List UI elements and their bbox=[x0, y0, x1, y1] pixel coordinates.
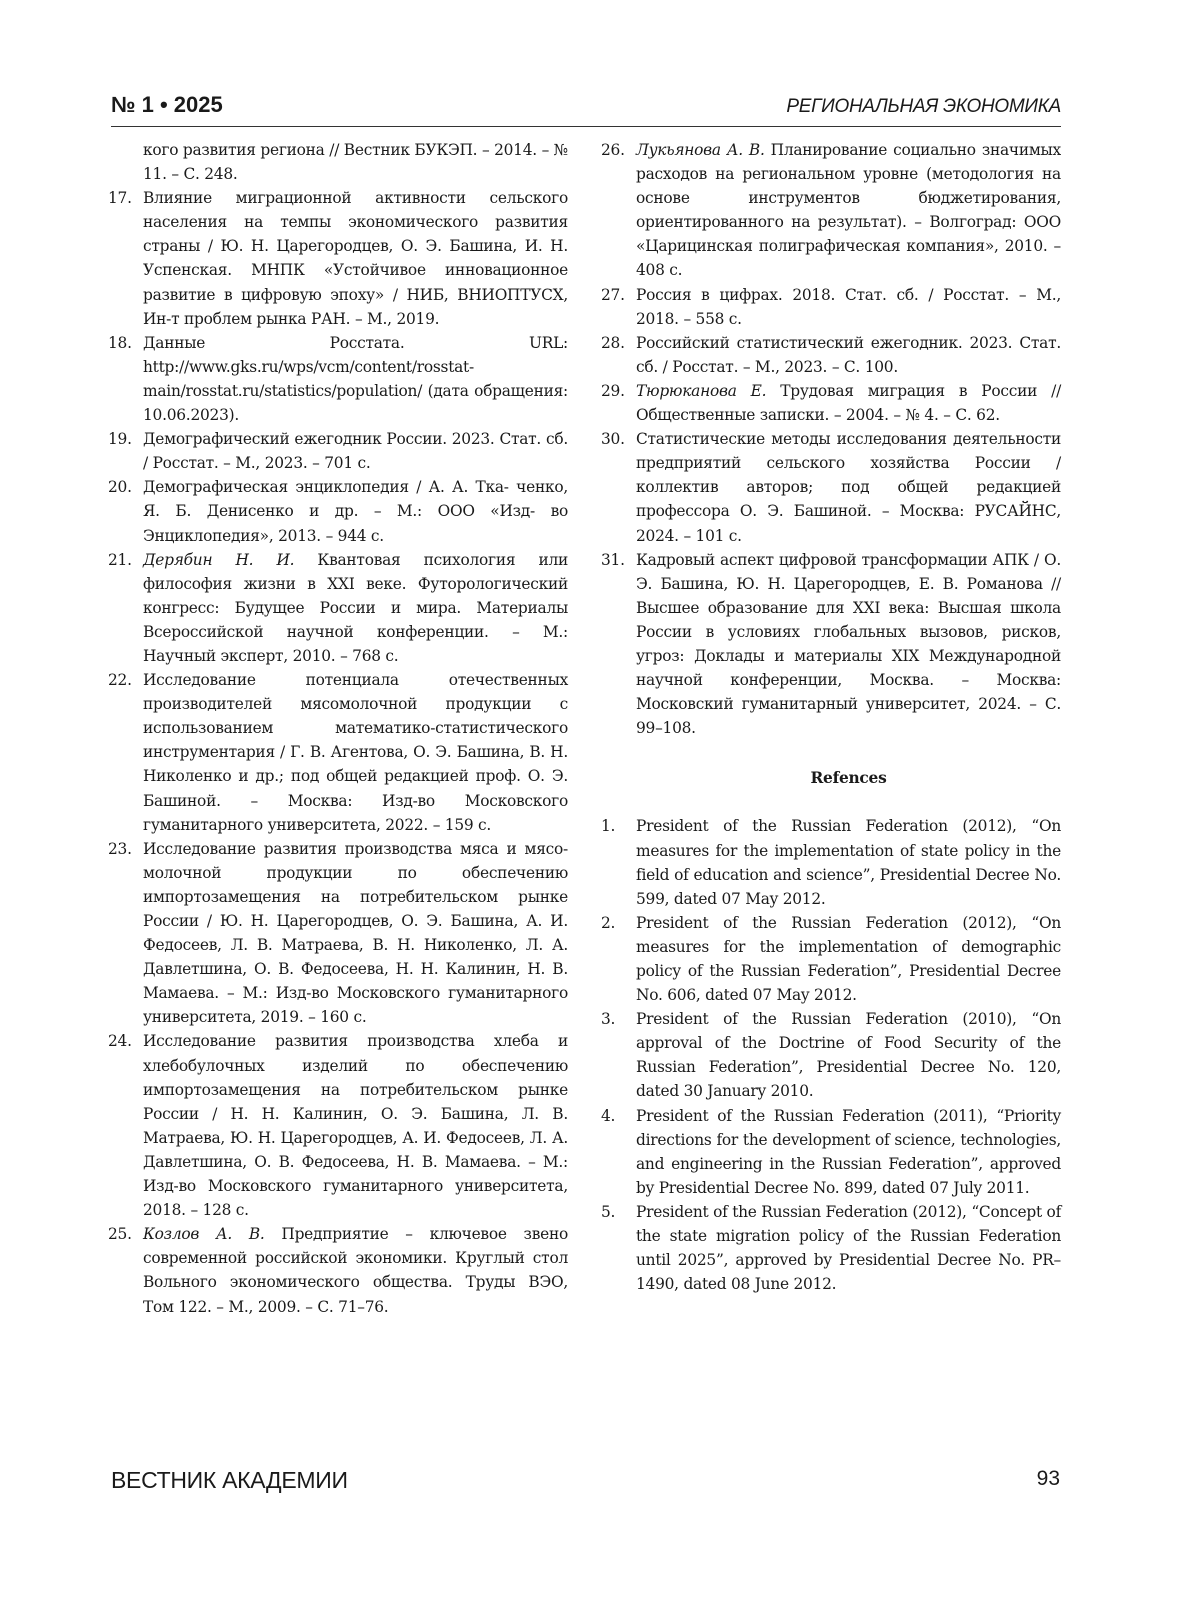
section-title: РЕГИОНАЛЬНАЯ ЭКОНОМИКА bbox=[786, 96, 1061, 117]
reference-item bbox=[601, 814, 1061, 910]
reference-item bbox=[108, 331, 568, 427]
issue-number: № 1 • 2025 bbox=[111, 92, 223, 117]
reference-number: 4. bbox=[601, 1106, 616, 1125]
reference-text: Демографический ежегодник России. 2023. Стат. сб. / Росстат. – М., 2023. – 701 с. bbox=[143, 430, 568, 473]
reference-item bbox=[108, 186, 568, 331]
reference-item bbox=[108, 548, 568, 668]
reference-item bbox=[108, 138, 568, 186]
reference-item bbox=[601, 331, 1061, 379]
reference-text: кого развития региона // Вестник БУКЭП. – 2014. – № 11. – С. 248. bbox=[143, 141, 568, 184]
reference-number: 20. bbox=[108, 478, 132, 497]
right-column bbox=[601, 138, 1061, 1296]
reference-text: Предприятие – ключевое звено современной российской экономики. Круглый стол Вольного экономического общества. Труды ВЭО, Том 122. – М., 2009. – С. 71–76. bbox=[143, 1225, 568, 1316]
reference-item bbox=[108, 1029, 568, 1222]
reference-item bbox=[601, 379, 1061, 427]
reference-text: Трудовая миграция в России // Общественные записки. – 2004. – № 4. – С. 62. bbox=[636, 381, 1062, 425]
reference-item bbox=[601, 1200, 1061, 1296]
reference-number: 21. bbox=[108, 550, 132, 569]
reference-item bbox=[108, 1222, 568, 1318]
reference-number: 29. bbox=[601, 381, 625, 400]
reference-text: President of the Russian Federation (2011), “Priority directions for the development of science, technologies, and engineering in the Russian Federation”, approved by Presidential Decree No. 899, dated 07 July 2011. bbox=[636, 1106, 1061, 1197]
reference-text: President of the Russian Federation (2012), “Concept of the state migration policy of the Russian Federation until 2025”, approved by Presidential Decree No. PR–1490, dated 08 June 2012. bbox=[636, 1202, 1062, 1294]
reference-item bbox=[601, 283, 1061, 331]
running-header bbox=[111, 92, 1061, 122]
reference-author: Тюрюканова Е. bbox=[636, 381, 767, 400]
reference-number: 24. bbox=[108, 1032, 132, 1051]
reference-number: 28. bbox=[601, 333, 625, 352]
reference-number: 5. bbox=[601, 1202, 616, 1221]
reference-text: Планирование социально значимых расходов на региональном уровне (методология на основе инструментов бюджетирования, ориентированного на результат). – Волгоград: ООО «Царицинская полиграфическая компания», 2010. – 408 с. bbox=[636, 141, 1061, 280]
reference-item bbox=[108, 668, 568, 837]
reference-item bbox=[108, 837, 568, 1030]
reference-number: 26. bbox=[601, 141, 625, 159]
reference-text: Квантовая психология или философия жизни в XXI веке. Футорологический конгресс: Будущее России и мира. Материалы Всероссийской научной конференции. – М.: Научный эксперт, 2010. – 768 с. bbox=[143, 550, 568, 665]
reference-text: Исследование развития производства хлеба и хлебобулочных изделий по обеспечению импортозамещения на потребительском рынке России / Н. Н. Калинин, О. Э. Башина, Л. В. Матраева, Ю. Н. Царегородцев, А. И. Федосеев, Л. А. Давлетшина, О. В. Федосеева, Н. В. Мамаева. – М.: Изд-во Московского гуманитарного университета, 2018. – 128 с. bbox=[143, 1032, 568, 1220]
reference-item bbox=[601, 548, 1061, 741]
reference-number: 3. bbox=[601, 1010, 616, 1029]
left-column bbox=[108, 138, 568, 1319]
reference-number: 17. bbox=[108, 189, 132, 208]
journal-name: ВЕСТНИК АКАДЕМИИ bbox=[111, 1467, 348, 1493]
reference-text: President of the Russian Federation (2010), “On approval of the Doctrine of Food Security of the Russian Federation”, Presidential Decree No. 120, dated 30 January 2010. bbox=[636, 1010, 1061, 1101]
reference-text: Россия в цифрах. 2018. Стат. сб. / Росстат. – М., 2018. – 558 с. bbox=[636, 285, 1061, 328]
reference-author: Лукьянова А. В. bbox=[636, 141, 765, 159]
reference-number: 18. bbox=[108, 333, 132, 352]
reference-item bbox=[108, 427, 568, 475]
reference-text: Демографическая энциклопедия / А. А. Тка- ченко, Я. Б. Денисенко и др. – М.: ООО «Изд- во Энциклопедия», 2013. – 944 с. bbox=[143, 478, 568, 545]
reference-text: President of the Russian Federation (2012), “On measures for the implementation of demographic policy of the Russian Federation”, Presidential Decree No. 606, dated 07 May 2012. bbox=[636, 913, 1061, 1005]
reference-text: Российский статистический ежегодник. 2023. Стат. сб. / Росстат. – М., 2023. – С. 100. bbox=[636, 333, 1061, 376]
reference-author: Козлов А. В. bbox=[143, 1225, 265, 1244]
reference-text: President of the Russian Federation (2012), “On measures for the implementation of state policy in the field of education and science”, Presidential Decree No. 599, dated 07 May 2012. bbox=[636, 817, 1061, 908]
reference-author: Дерябин Н. И. bbox=[143, 550, 295, 569]
reference-text: Данные Росстата. URL: http://www.gks.ru/wps/vcm/content/rosstat-main/rosstat.ru/statistics/population/ (дата обращения: 10.06.2023). bbox=[143, 333, 568, 425]
reference-number: 19. bbox=[108, 430, 132, 449]
refences-heading: Refences bbox=[810, 769, 887, 788]
reference-item bbox=[601, 911, 1061, 1007]
header-rule bbox=[111, 126, 1061, 127]
reference-number: 23. bbox=[108, 839, 132, 858]
reference-item bbox=[108, 475, 568, 547]
reference-number: 22. bbox=[108, 671, 132, 690]
reference-text: Кадровый аспект цифровой трансформации АПК / О. Э. Башина, Ю. Н. Царегородцев, Е. В. Романова // Высшее образование для XXI века: Высшая школа России в условиях глобальных вызовов, рисков, угроз: Доклады и материалы XIX Международной научной конференции, Москва. – Москва: Московский гуманитарный университет, 2024. – С. 99–108. bbox=[636, 550, 1061, 738]
reference-item bbox=[601, 1007, 1061, 1103]
reference-text: Исследование развития производства мяса и мясо-молочной продукции по обеспечению импортозамещения на потребительском рынке России / Ю. Н. Царегородцев, О. Э. Башина, А. И. Федосеев, Л. В. Матраева, В. Н. Николенко, Л. А. Давлетшина, О. В. Федосеева, Н. Н. Калинин, Н. В. Мамаева. – М.: Изд-во Московского гуманитарного университета, 2019. – 160 с. bbox=[143, 839, 568, 1027]
reference-item bbox=[601, 138, 1061, 283]
reference-text: Статистические методы исследования деятельности предприятий сельского хозяйства России / коллектив авторов; под общей редакцией профессора О. Э. Башиной. – Москва: РУСАЙНС, 2024. – 101 с. bbox=[636, 430, 1061, 545]
reference-text: Влияние миграционной активности сельского населения на темпы экономического развития страны / Ю. Н. Царегородцев, О. Э. Башина, И. Н. Успенская. МНПК «Устойчивое инновационное развитие в цифровую эпоху» / НИБ, ВНИОПТУСХ, Ин-т проблем рынка РАН. – М., 2019. bbox=[143, 189, 568, 328]
reference-number: 1. bbox=[601, 817, 616, 836]
reference-number: 2. bbox=[601, 913, 616, 932]
reference-number: 30. bbox=[601, 430, 625, 449]
reference-item bbox=[601, 427, 1061, 547]
reference-number: 31. bbox=[601, 550, 625, 569]
page-number: 93 bbox=[1036, 1467, 1060, 1490]
reference-number: 27. bbox=[601, 285, 625, 304]
reference-item bbox=[601, 1104, 1061, 1200]
reference-text: Исследование потенциала отечественных производителей мясомолочной продукции с использованием математико-статистического инструментария / Г. В. Агентова, О. Э. Башина, В. Н. Николенко и др.; под общей редакцией проф. О. Э. Башиной. – Москва: Изд-во Московского гуманитарного университета, 2022. – 159 с. bbox=[143, 671, 568, 834]
reference-number: 25. bbox=[108, 1225, 132, 1244]
